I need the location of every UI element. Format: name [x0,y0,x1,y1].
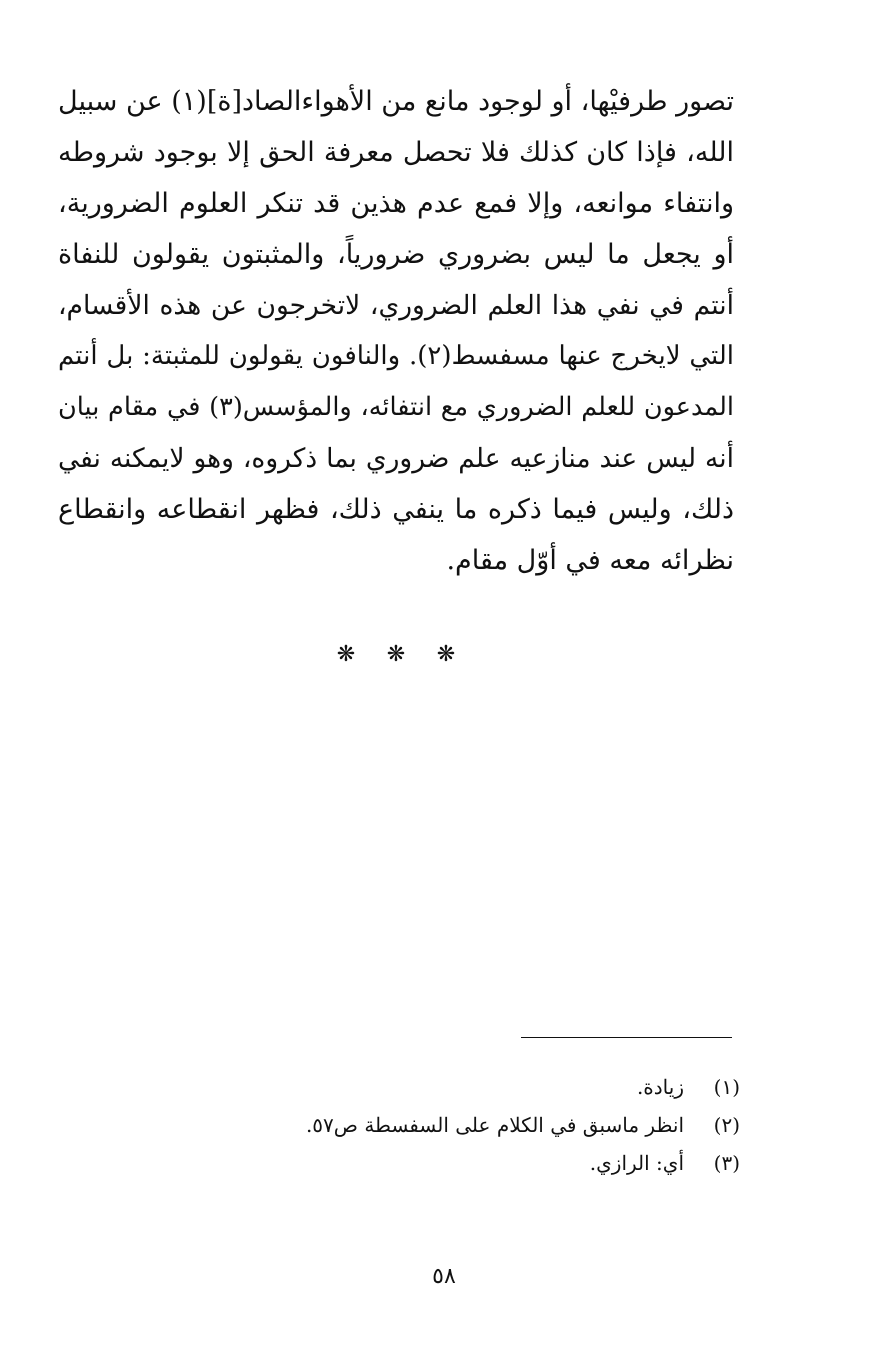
text-line: وانتفاء موانعه، وإلا فمع عدم هذين قد تنكر العلوم الضرورية، [58,188,734,219]
page-number: ٥٨ [432,1264,456,1289]
footnote-number: (١) [713,1075,740,1099]
footnote-item [300,1144,740,1182]
footnote-number: (٢) [713,1113,740,1137]
footnote-text: انظر ماسبق في الكلام على السفسطة ص٥٧. [305,1113,684,1137]
section-separator [336,640,456,670]
text-line: الله، فإذا كان كذلك فلا تحصل معرفة الحق إلا بوجود شروطه [58,137,734,168]
footnote-divider [521,1037,732,1038]
text-line: أو يجعل ما ليس بضروري ضرورياً، والمثبتون يقولون للنفاة [58,239,734,270]
text-line: التي لايخرج عنها مسفسط(٢). والنافون يقولون للمثبتة: بل أنتم [58,341,734,371]
footnote-text: أي: الرازي. [589,1151,684,1175]
text-line: نظرائه معه في أوّل مقام. [446,545,734,576]
text-line: المدعون للعلم الضروري مع انتفائه، والمؤسس(٣) في مقام بيان [58,392,734,422]
text-line: أنه ليس عند منازعيه علم ضروري بما ذكروه، وهو لايمكنه نفي [58,443,734,474]
main-text-block [58,76,734,586]
footnote-item [300,1068,740,1106]
footnote-text: زيادة. [636,1075,684,1099]
footnotes [300,1068,740,1182]
asterism-icon: ❋ [436,642,456,667]
asterism-icon: ❋ [386,642,406,667]
asterism-icon: ❋ [336,642,356,667]
text-line: أنتم في نفي هذا العلم الضروري، لاتخرجون عن هذه الأقسام، [58,290,734,321]
text-line: ذلك، وليس فيما ذكره ما ينفي ذلك، فظهر انقطاعه وانقطاع [58,494,734,525]
footnote-number: (٣) [713,1151,740,1175]
text-line: تصور طرفيْها، أو لوجود مانع من الأهواءالصاد[ة](١) عن سبيل [58,86,734,117]
footnote-item [300,1106,740,1144]
